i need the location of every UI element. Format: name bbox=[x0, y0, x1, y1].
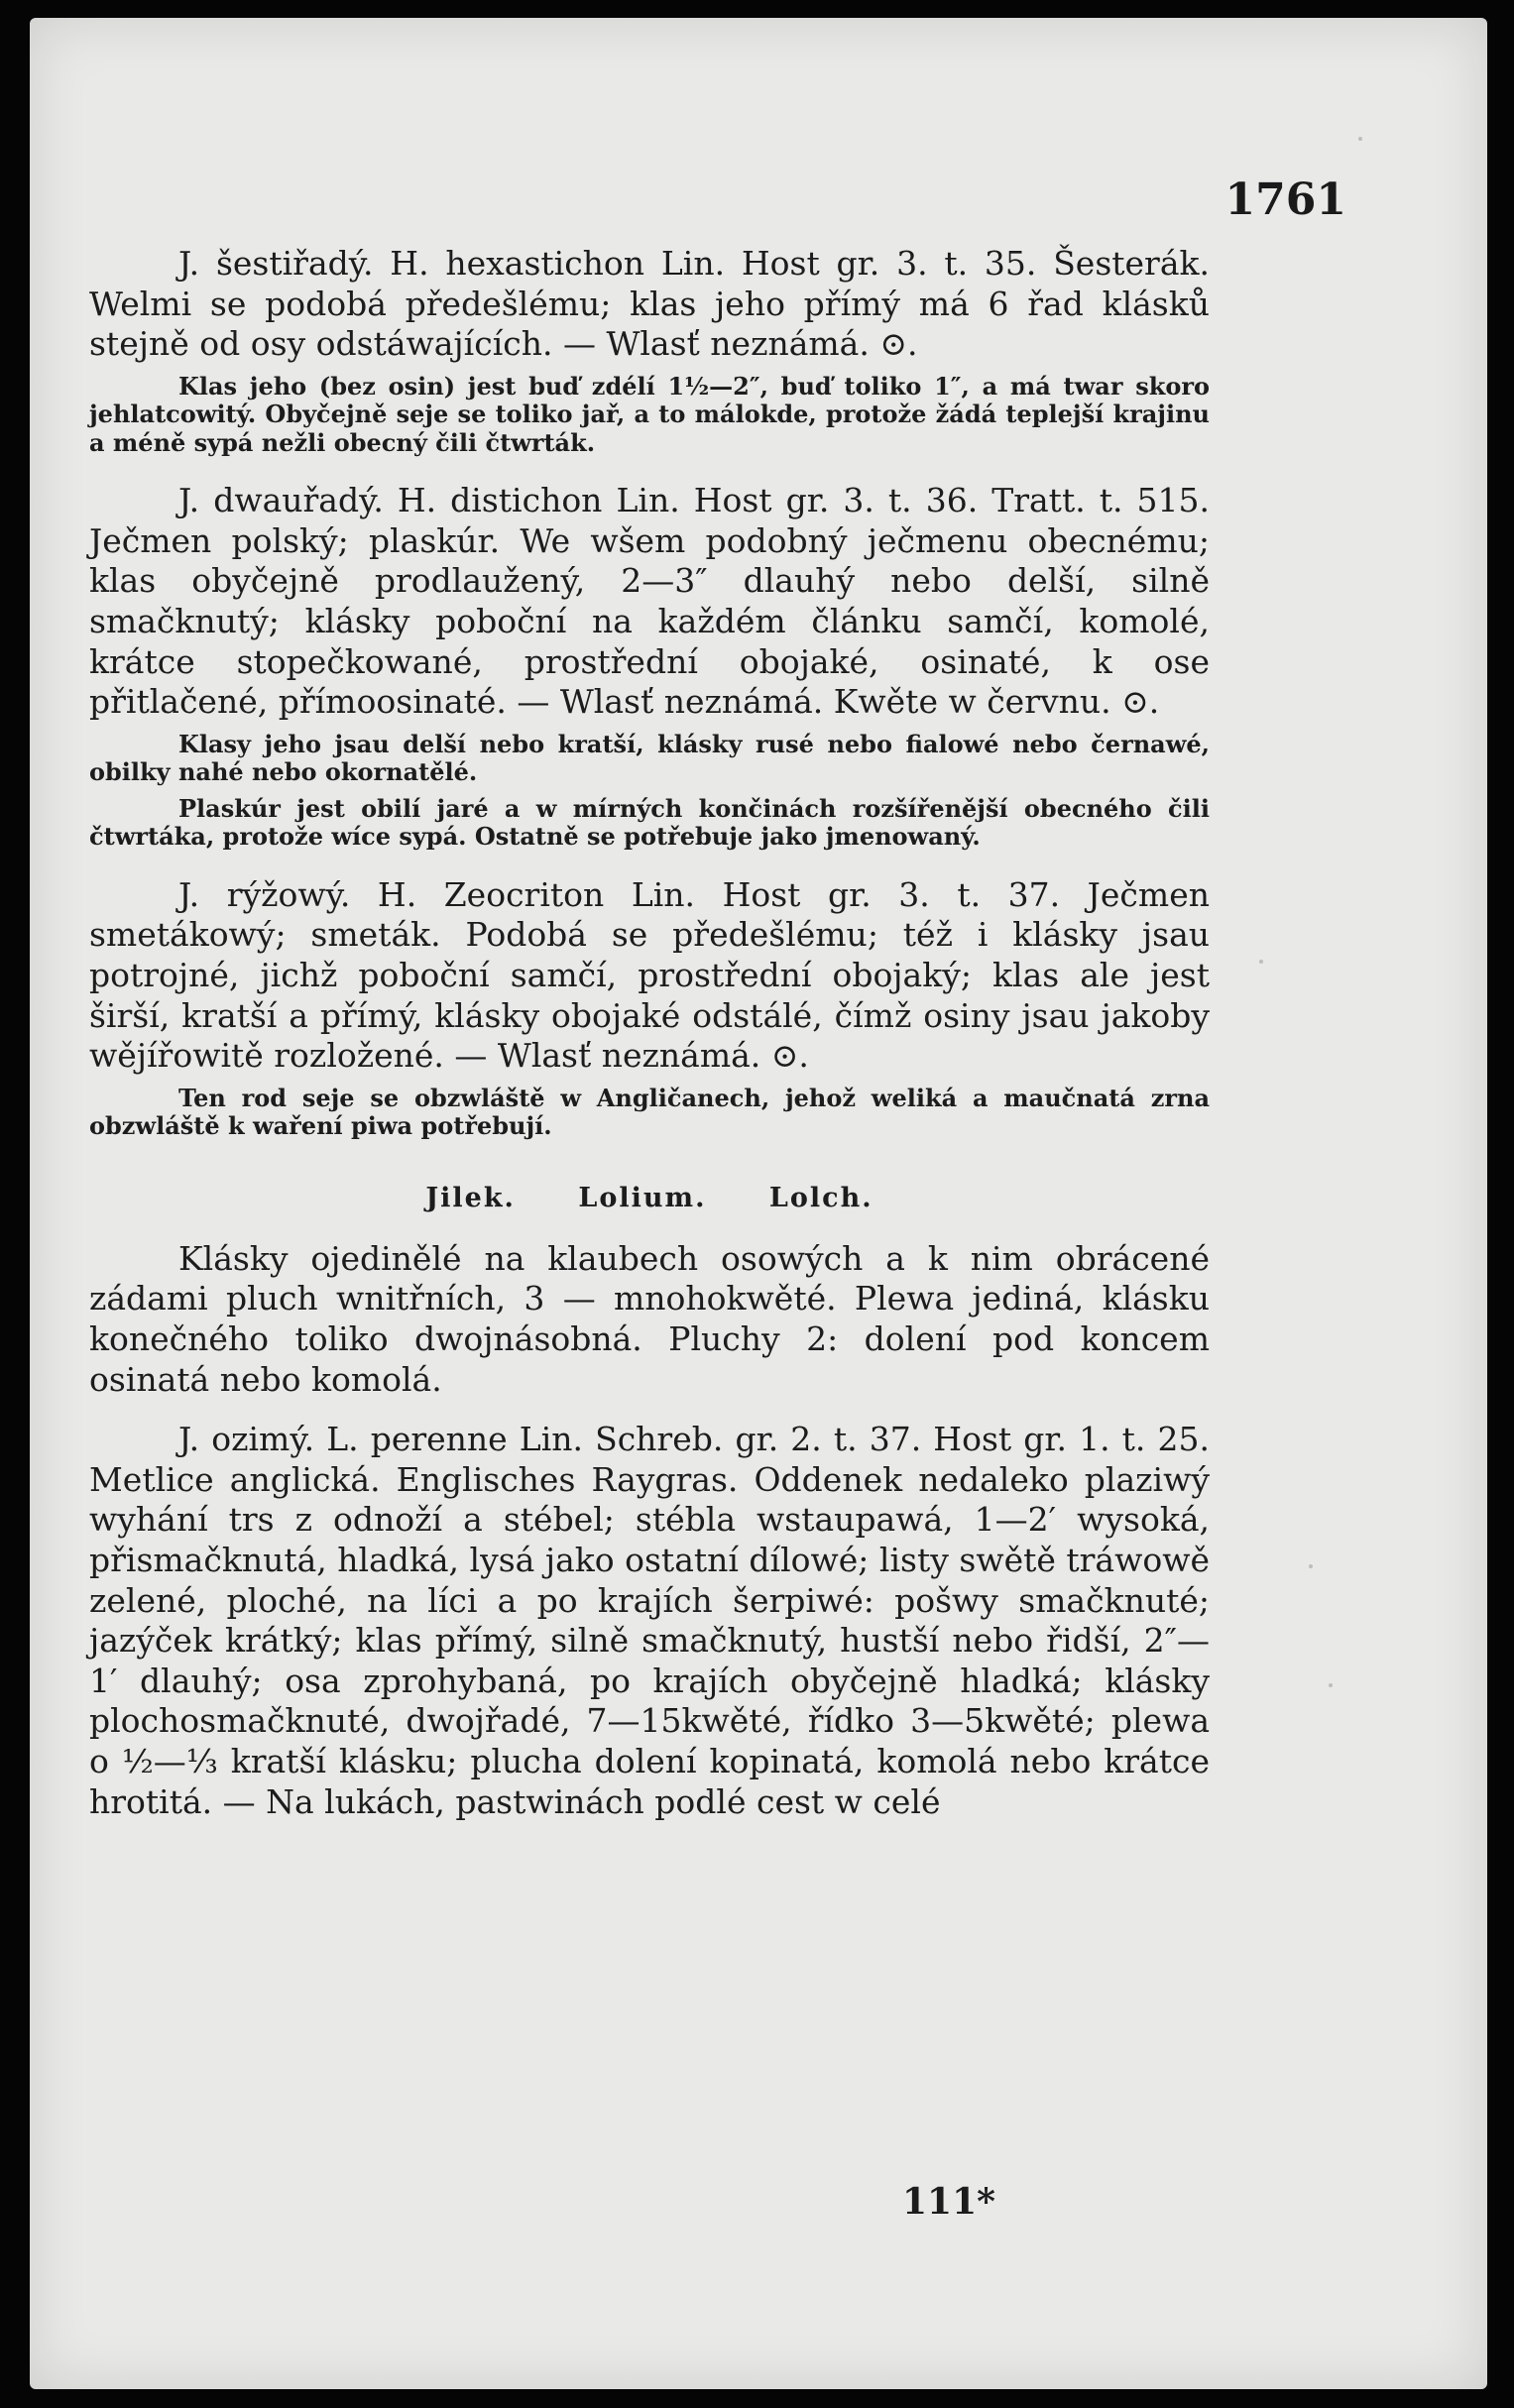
entry-3-note-1: Ten rod seje se obzwláště w Angličanech, jehož weliká a maučnatá zrna obzwláště k waření piwa potřebují. bbox=[89, 1083, 1210, 1141]
genus-heading-german: Lolch. bbox=[768, 1182, 873, 1213]
page-number: 1761 bbox=[1224, 174, 1346, 225]
page-content bbox=[89, 244, 1210, 1822]
entry-1-note-1: Klas jeho (bez osin) jest buď zdélí 1½—2″, buď toliko 1″, a má twar skoro jehlatcowitý. Obyčejně seje se toliko jař, a to málokde, protože žádá teplejší krajinu a méně sypá nežli obecný čili čtwrták. bbox=[89, 371, 1210, 457]
paper-speck bbox=[1358, 137, 1362, 141]
genus-heading-czech: Jilek. bbox=[425, 1182, 516, 1213]
signature-mark: 111* bbox=[902, 2181, 995, 2223]
paper-speck bbox=[1309, 1564, 1313, 1568]
genus-heading-latin: Lolium. bbox=[578, 1182, 707, 1213]
entry-2-note-2: Plaskúr jest obilí jaré a w mírných končinách rozšířenější obecného čili čtwrtáka, protože wíce sypá. Ostatně se potřebuje jako jmenowaný. bbox=[89, 793, 1210, 852]
paper-speck bbox=[1329, 1683, 1333, 1687]
entry-2-note-1: Klasy jeho jsau delší nebo kratší, klásky rusé nebo fialowé nebo černawé, obilky nahé nebo okornatělé. bbox=[89, 729, 1210, 787]
entry-4-main: J. ozimý. L. perenne Lin. Schreb. gr. 2. t. 37. Host gr. 1. t. 25. Metlice anglická. Englisches Raygras. Oddenek nedaleko plaziwý wyhání trs z odnoží a stébel; stébla wstaupawá, 1—2′ wysoká, přismačknutá, hladká, lysá jako ostatní dílowé; listy swětě tráwowě zelené, ploché, na líci a po krajích šerpiwé: pošwy smačknuté; jazýček krátký; klas přímý, silně smačknutý, hustší nebo řidší, 2″—1′ dlauhý; osa zprohybaná, po krajích obyčejně hladká; klásky plochosmačknuté, dwojřadé, 7—15kwěté, řídko 3—5kwěté; plewa o ½—⅓ kratší klásku; plucha dolení kopinatá, komolá nebo krátce hrotitá. — Na lukách, pastwinách podlé cest w celé bbox=[89, 1420, 1210, 1821]
genus-description: Klásky ojedinělé na klaubech osowých a k nim obrácené zádami pluch wnitřních, 3 — mnohokwěté. Plewa jediná, klásku konečného toliko dwojnásobná. Pluchy 2: dolení pod koncem osinatá nebo komolá. bbox=[89, 1238, 1210, 1399]
entry-1-main: J. šestiřadý. H. hexastichon Lin. Host gr. 3. t. 35. Šesterák. Welmi se podobá předešlému; klas jeho přímý má 6 řad klásků stejně od osy odstáwajících. — Wlasť neznámá. ⊙. bbox=[89, 244, 1210, 364]
genus-heading bbox=[89, 1183, 1210, 1213]
paper-speck bbox=[1259, 960, 1263, 964]
entry-3-main: J. rýžowý. H. Zeocriton Lin. Host gr. 3. t. 37. Ječmen smetákowý; smeták. Podobá se předešlému; též i klásky jsau potrojné, jichž poboční samčí, prostřední obojaký; klas ale jest širší, kratší a přímý, klásky obojaké odstálé, čímž osiny jsau jakoby wějířowitě rozložené. — Wlasť neznámá. ⊙. bbox=[89, 874, 1210, 1076]
book-page bbox=[30, 18, 1487, 2389]
entry-2-main: J. dwauřadý. H. distichon Lin. Host gr. 3. t. 36. Tratt. t. 515. Ječmen polský; plaskúr. We wšem podobný ječmenu obecnému; klas obyčejně prodlaužený, 2—3″ dlauhý nebo delší, silně smačknutý; klásky poboční na každém článku samčí, komolé, krátce stopečkowané, prostřední obojaké, osinaté, k ose přitlačené, přímoosinaté. — Wlasť neznámá. Kwěte w červnu. ⊙. bbox=[89, 481, 1210, 722]
